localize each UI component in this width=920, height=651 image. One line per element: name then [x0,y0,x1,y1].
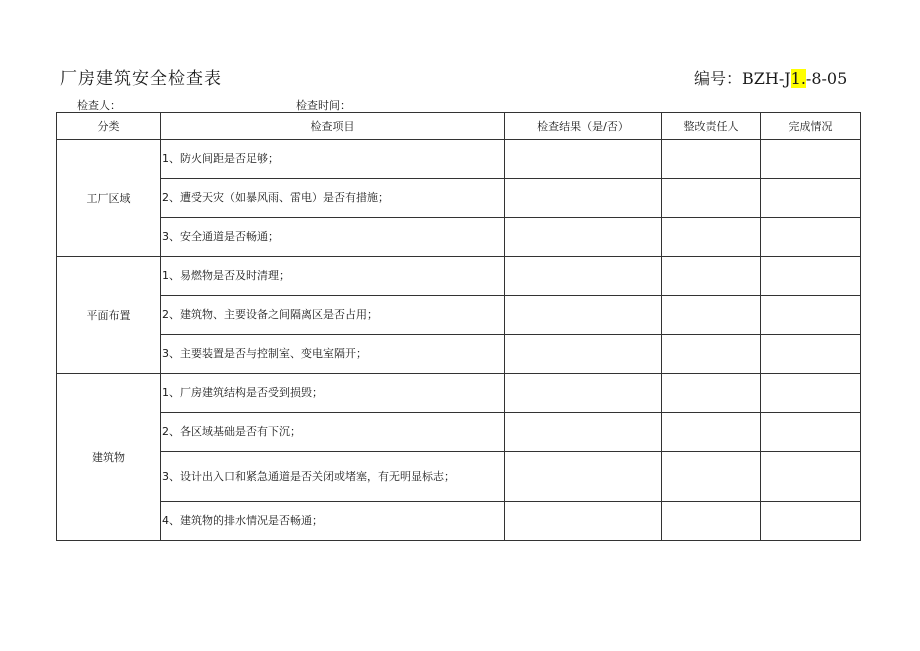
completion-cell[interactable] [761,374,861,413]
completion-cell[interactable] [761,179,861,218]
table-row [57,452,861,502]
header-row [57,113,861,140]
code-prefix: 编号：BZH-J [694,69,791,88]
table-row [57,296,861,335]
result-cell[interactable] [505,335,662,374]
responsible-cell[interactable] [662,413,761,452]
result-cell[interactable] [505,374,662,413]
check-item: 3、设计出入口和紧急通道是否关闭或堵塞，有无明显标志； [161,452,505,502]
inspection-time-label: 检查时间： [296,99,351,112]
column-header: 完成情况 [761,113,861,140]
result-cell[interactable] [505,413,662,452]
check-item: 4、建筑物的排水情况是否畅通； [161,502,505,541]
responsible-cell[interactable] [662,140,761,179]
code-highlight: 1. [790,69,806,88]
result-cell[interactable] [505,218,662,257]
result-cell[interactable] [505,257,662,296]
column-header: 分类 [57,113,161,140]
column-header: 检查项目 [161,113,505,140]
category-cell: 平面布置 [57,257,161,374]
completion-cell[interactable] [761,452,861,502]
completion-cell[interactable] [761,218,861,257]
check-item: 2、遭受天灾（如暴风雨、雷电）是否有措施； [161,179,505,218]
category-cell: 建筑物 [57,374,161,541]
inspection-table [56,112,861,541]
responsible-cell[interactable] [662,218,761,257]
result-cell[interactable] [505,296,662,335]
check-item: 2、建筑物、主要设备之间隔离区是否占用； [161,296,505,335]
table-row [57,140,861,179]
check-item: 2、各区域基础是否有下沉； [161,413,505,452]
responsible-cell[interactable] [662,452,761,502]
inspector-label: 检查人： [77,99,121,112]
check-item: 1、防火间距是否足够； [161,140,505,179]
check-item: 1、易燃物是否及时清理； [161,257,505,296]
column-header: 检查结果（是/否） [505,113,662,140]
responsible-cell[interactable] [662,374,761,413]
document-code [694,66,847,89]
completion-cell[interactable] [761,257,861,296]
responsible-cell[interactable] [662,296,761,335]
table-row [57,179,861,218]
check-item: 3、主要装置是否与控制室、变电室隔开； [161,335,505,374]
table-row [57,374,861,413]
table-row [57,335,861,374]
result-cell[interactable] [505,452,662,502]
completion-cell[interactable] [761,335,861,374]
document-title: 厂房建筑安全检查表 [60,69,222,89]
code-suffix: -8-05 [805,69,848,88]
category-cell: 工厂区域 [57,140,161,257]
check-item: 1、厂房建筑结构是否受到损毁； [161,374,505,413]
result-cell[interactable] [505,140,662,179]
completion-cell[interactable] [761,413,861,452]
table-row [57,218,861,257]
completion-cell[interactable] [761,140,861,179]
completion-cell[interactable] [761,502,861,541]
responsible-cell[interactable] [662,179,761,218]
result-cell[interactable] [505,179,662,218]
table-row [57,413,861,452]
result-cell[interactable] [505,502,662,541]
responsible-cell[interactable] [662,335,761,374]
responsible-cell[interactable] [662,502,761,541]
table-row [57,257,861,296]
table-row [57,502,861,541]
column-header: 整改责任人 [662,113,761,140]
completion-cell[interactable] [761,296,861,335]
responsible-cell[interactable] [662,257,761,296]
check-item: 3、安全通道是否畅通； [161,218,505,257]
